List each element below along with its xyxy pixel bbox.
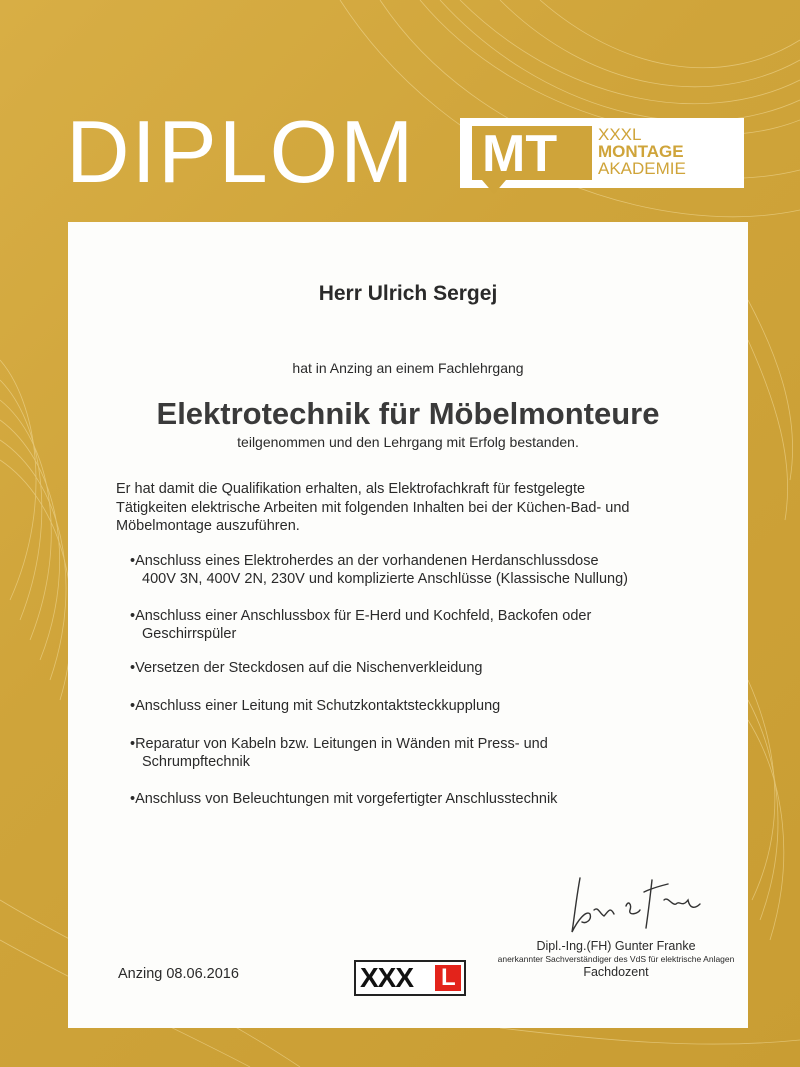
list-item: •Anschluss eines Elektroherdes an der vorhandenen Herdanschlussdose 400V 3N, 400V 2N, 230V und komplizierte Anschlüsse (Klassische Nullung) [130,553,629,587]
list-item: •Anschluss einer Leitung mit Schutzkontaktsteckkupplung [130,698,501,714]
logo-speech-tail [482,180,506,194]
signer-block [486,940,746,979]
intro-text: hat in Anzing an einem Fachlehrgang [292,360,524,376]
list-item: •Anschluss einer Anschlussbox für E-Herd und Kochfeld, Backofen oder Geschirrspüler [130,608,592,642]
qualification-text: Er hat damit die Qualifikation erhalten, als Elektrofachkraft für festgelegte Tätigkeiten elektrische Arbeiten mit folgenden Inhalten bei der Küchen-Bad- und Möbelmontage auszuführen. [116,481,630,534]
signer-title: anerkannter Sachverständiger des VdS für elektrische Anlagen [497,954,735,964]
logo-line-akademie: AKADEMIE [598,159,686,178]
course-title: Elektrotechnik für Möbelmonteure [156,396,660,431]
diploma-heading: DIPLOM [66,102,416,201]
xxxl-logo: XXX L [354,960,466,996]
logo-mark: MT [472,126,592,180]
signer-role: Fachdozent [583,965,649,979]
logo-line-xxxl: XXXL [598,125,642,144]
signer-name: Dipl.-Ing.(FH) Gunter Franke [536,939,696,953]
certificate-card [68,222,748,1028]
list-item: •Versetzen der Steckdosen auf die Nischenverkleidung [130,660,483,676]
list-item: •Reparatur von Kabeln bzw. Leitungen in Wänden mit Press- und Schrumpftechnik [130,736,548,770]
place-date: Anzing 08.06.2016 [118,966,239,982]
recipient-name: Herr Ulrich Sergej [318,282,498,305]
signature [568,870,708,940]
montage-akademie-logo [460,118,744,188]
logo-line-montage: MONTAGE [598,142,684,161]
logo-wordmark [598,126,686,177]
completion-text: teilgenommen und den Lehrgang mit Erfolg bestanden. [237,434,579,450]
list-item: •Anschluss von Beleuchtungen mit vorgefertigter Anschlusstechnik [130,791,558,807]
